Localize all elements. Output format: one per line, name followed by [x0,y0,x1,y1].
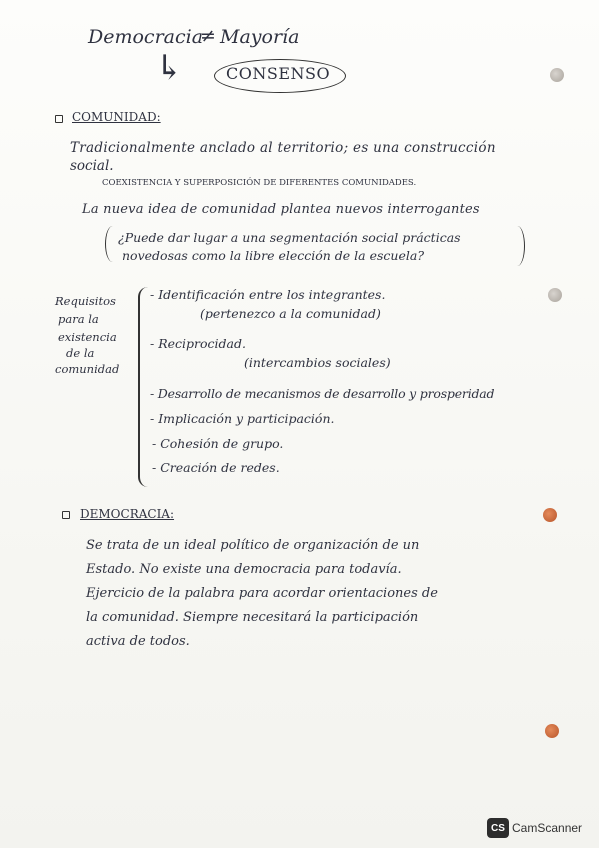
requisito-5: - Cohesión de grupo. [152,436,284,451]
section-bullet [55,115,63,123]
header-title-left: Democracia [88,26,204,48]
democracia-line-4: la comunidad. Siempre necesitará la participación [86,610,419,625]
requisitos-label-3: existencia [58,330,117,344]
consenso-label: CONSENSO [226,64,331,83]
requisitos-label-2: para la [58,312,99,326]
comunidad-line-5: ¿Puede dar lugar a una segmentación social prácticas [118,230,461,245]
arrow-icon: ↳ [155,48,184,88]
camscanner-icon: CS [487,818,509,838]
binder-ring [548,288,562,302]
requisito-6: - Creación de redes. [152,460,280,475]
requisito-2: - Reciprocidad. [150,336,246,351]
binder-ring [550,68,564,82]
democracia-line-1: Se trata de un ideal político de organización de un [86,538,420,553]
democracia-line-3: Ejercicio de la palabra para acordar orientaciones de [86,586,438,601]
comunidad-line-4: La nueva idea de comunidad plantea nuevos interrogantes [82,202,480,217]
comunidad-heading: COMUNIDAD: [72,110,161,124]
header-title-right: Mayoría [220,26,300,48]
requisito-1-note: (pertenezco a la comunidad) [200,306,381,321]
requisitos-label-4: de la [66,346,95,360]
comunidad-line-3: COEXISTENCIA Y SUPERPOSICIÓN DE DIFERENTES COMUNIDADES. [102,178,417,188]
requisito-3: - Desarrollo de mecanismos de desarrollo y prosperidad [150,386,495,401]
requisito-1: - Identificación entre los integrantes. [150,287,386,302]
camscanner-text: CamScanner [512,821,583,835]
not-equal-sign: ≠ [200,25,216,47]
requisitos-label-1: Requisitos [55,294,116,308]
comunidad-line-2: social. [70,158,114,174]
binder-ring [545,724,559,738]
camscanner-logo [487,818,582,838]
requisito-2-note: (intercambios sociales) [244,355,391,370]
binder-ring [543,508,557,522]
democracia-line-2: Estado. No existe una democracia para todavía. [86,562,402,577]
requisito-4: - Implicación y participación. [150,411,335,426]
section-bullet [62,511,70,519]
requisitos-label-5: comunidad [55,362,120,376]
comunidad-line-6: novedosas como la libre elección de la escuela? [122,248,425,263]
democracia-heading: DEMOCRACIA: [80,507,175,521]
question-bracket-right [510,226,525,266]
comunidad-line-1: Tradicionalmente anclado al territorio; es una construcción [70,140,496,156]
democracia-line-5: activa de todos. [86,634,190,649]
